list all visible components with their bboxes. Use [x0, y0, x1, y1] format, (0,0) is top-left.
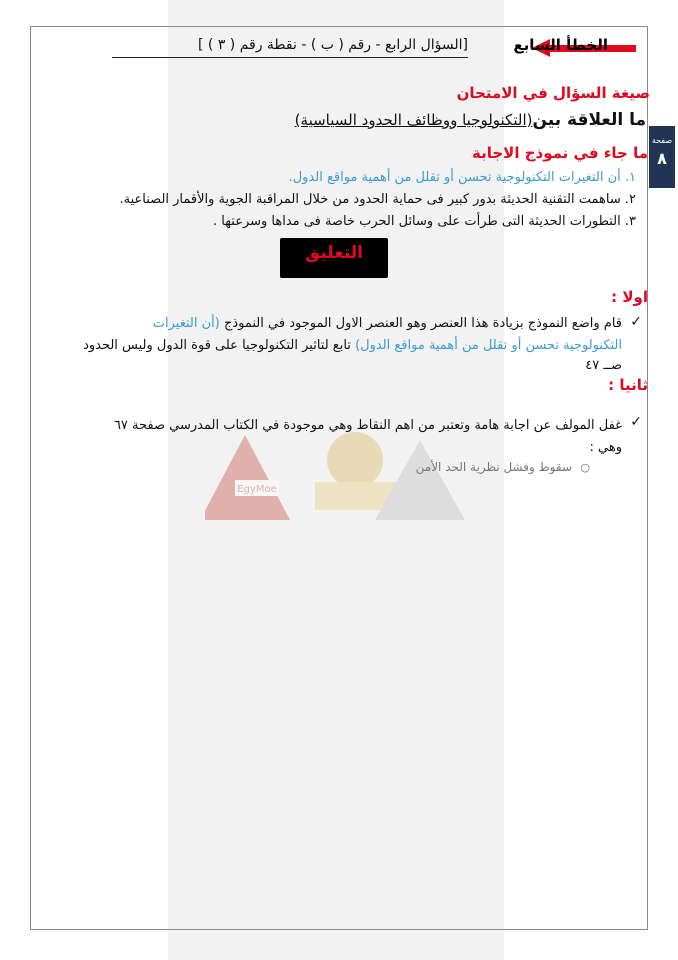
- relation-topic: (التكنولوجيا ووظائف الحدود السياسية): [294, 111, 533, 129]
- second-point-line-1: غفل المولف عن اجابة هامة وتعتبر من اهم النقاط وهي موجودة في الكتاب المدرسي صفحة ٦٧: [113, 418, 622, 433]
- question-reference: [السؤال الرابع - رقم ( ب ) - نقطة رقم ( ٣ ) ]: [197, 37, 468, 53]
- page-badge-number: ٨: [657, 149, 667, 168]
- first-point-text: قام واضع النموذج بزيادة هذا العنصر وهو العنصر الاول الموجود في النموذج: [223, 316, 622, 331]
- second-point-label: ثانيا :: [608, 376, 648, 394]
- first-point-label: اولا :: [611, 288, 648, 306]
- checkmark-icon: ✓: [630, 314, 642, 330]
- first-point-line-1: [153, 316, 622, 331]
- page-badge-label: صفحة: [651, 136, 673, 145]
- second-point-line-2: وهي :: [589, 440, 622, 455]
- comment-label: التعليق: [305, 243, 363, 263]
- error-title: الخطأ السابع: [513, 36, 608, 54]
- relation-prefix: ما العلاقة بين: [532, 110, 646, 130]
- question-reference-underline: [112, 57, 468, 58]
- first-point-text-2: تابع لتاثير التكنولوجيا على قوة الدول وليس الحدود: [83, 338, 351, 353]
- page-number-badge: [649, 126, 675, 188]
- exam-format-label: صيغة السؤال في الامتحان: [456, 84, 650, 102]
- first-point-line-2: [83, 338, 622, 353]
- model-answer-label: ما جاء في نموذج الاجابة: [471, 144, 648, 162]
- bullet-circle-icon: ○: [580, 461, 590, 474]
- first-point-quote-start: (أن التغيرات: [152, 316, 220, 331]
- model-answer-3: ٣. التطورات الحديثة التى طرأت على وسائل الحرب خاصة فى مداها وسرعتها .: [213, 214, 636, 229]
- first-point-quote-end: التكنولوجية تحسن أو تقلل من أهمية مواقع الدول): [355, 338, 622, 353]
- svg-text:EgyMoe: EgyMoe: [237, 484, 277, 495]
- second-point-bullet: سقوط وفشل نظرية الحد الأمن: [415, 460, 572, 474]
- model-answer-1: ١. أن التغيرات التكنولوجية تحسن أو تقلل من أهمية مواقع الدول.: [288, 170, 636, 185]
- first-point-page-ref: صــ ٤٧: [585, 358, 622, 373]
- model-answer-2: ٢. ساهمت التقنية الحديثة بدور كبير فى حماية الحدود من خلال المراقبة الجوية والأقمار الصناعية.: [119, 192, 636, 207]
- checkmark-icon: ✓: [630, 414, 642, 430]
- watermark-logo-icon: [205, 420, 505, 530]
- exam-question: [295, 110, 646, 130]
